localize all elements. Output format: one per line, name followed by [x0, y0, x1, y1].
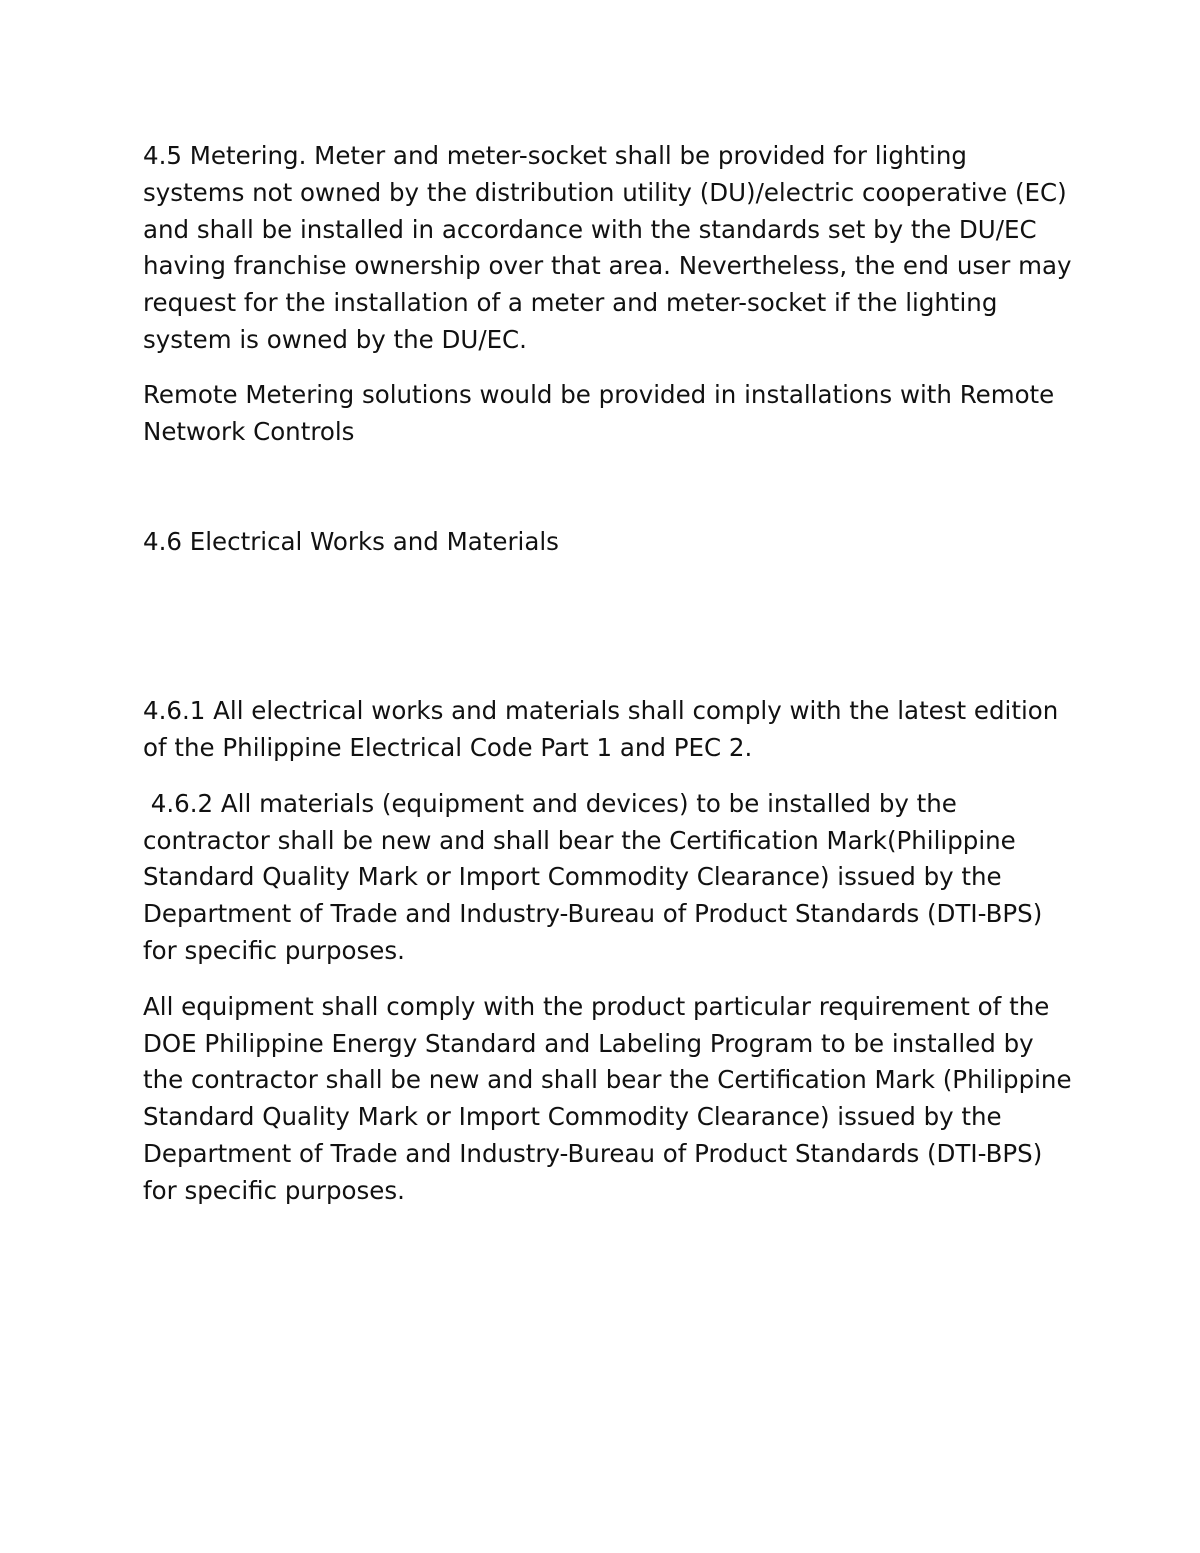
document-body [143, 138, 1080, 1210]
section-4-5-metering-paragraph: 4.5 Metering. Meter and meter-socket shall be provided for lighting systems not owned by the distribution utility (DU)/electric cooperative (EC) and shall be installed in accordance with the standards set by the DU/EC having franchise ownership over that area. Nevertheless, the end user may request for the installation of a meter and meter-socket if the lighting system is owned by the DU/EC. [143, 141, 1080, 354]
remote-metering-paragraph: Remote Metering solutions would be provided in installations with Remote Network Controls [143, 379, 1063, 446]
section-4-6-1-paragraph: 4.6.1 All electrical works and materials shall comply with the latest edition of the Philippine Electrical Code Part 1 and PEC 2. [143, 696, 1067, 762]
equipment-compliance-paragraph: All equipment shall comply with the product particular requirement of the DOE Philippine Energy Standard and Labeling Program to be installed by the contractor shall be new and shall bear the Certification Mark (Philippine Standard Quality Mark or Import Commodity Clearance) issued by the Department of Trade and Industry-Bureau of Product Standards (DTI-BPS) for specific purposes. [143, 991, 1080, 1205]
section-4-6-2-paragraph: 4.6.2 All materials (equipment and devices) to be installed by the contractor shall be new and shall bear the Certification Mark(Philippine Standard Quality Mark or Import Commodity Clearance) issued by the Department of Trade and Industry-Bureau of Product Standards (DTI-BPS) for specific purposes. [143, 788, 1051, 965]
section-4-6-heading: 4.6 Electrical Works and Materials [143, 527, 559, 557]
